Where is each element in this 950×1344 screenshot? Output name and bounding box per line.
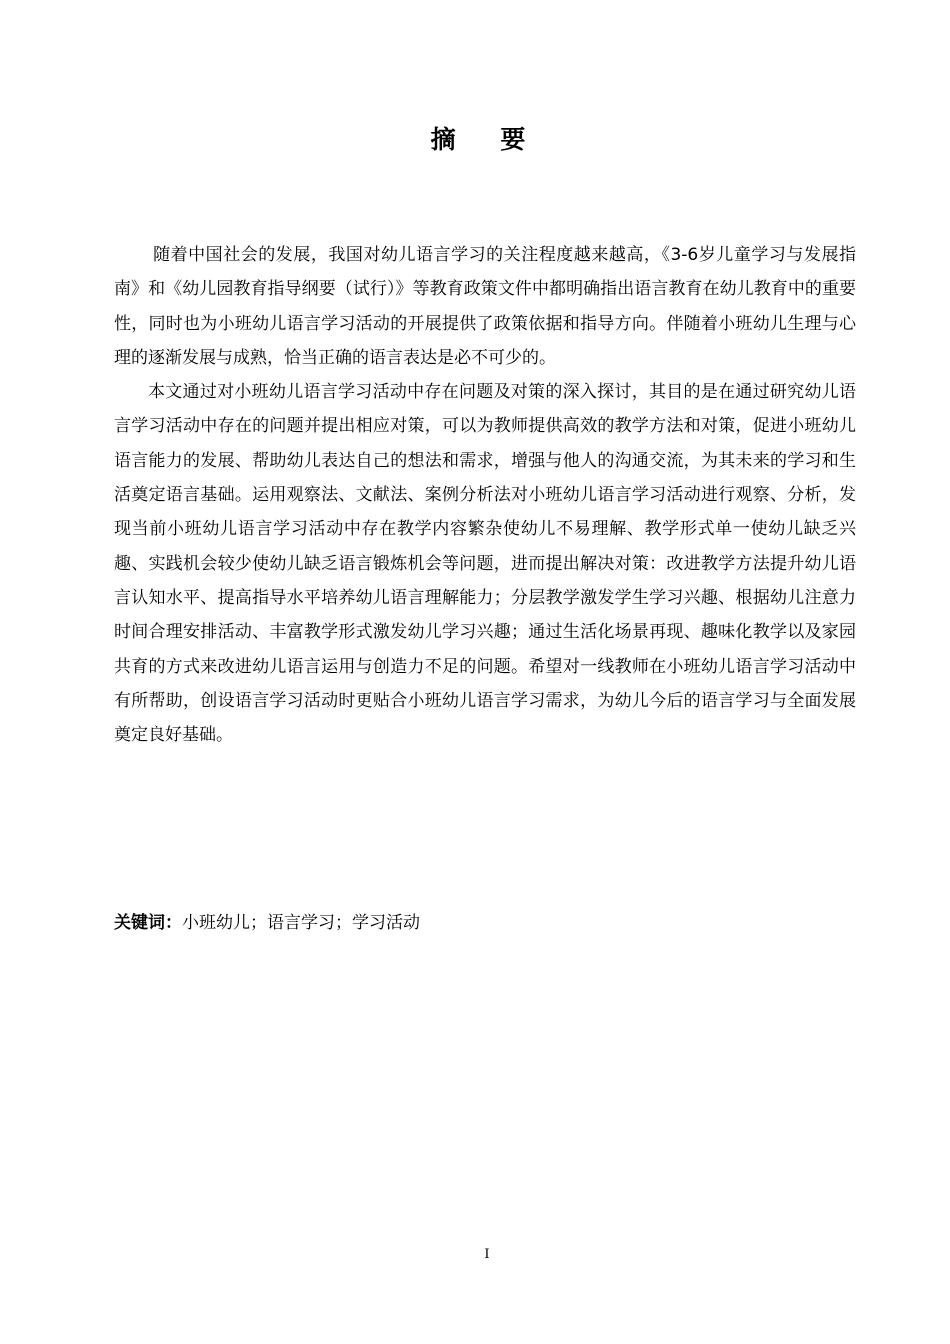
page-number: I	[484, 1247, 490, 1262]
keywords-label: 关键词：	[114, 913, 182, 933]
keywords-value: 小班幼儿；语言学习；学习活动	[182, 913, 420, 933]
keywords-line	[114, 906, 856, 940]
abstract-paragraph-1: 随着中国社会的发展，我国对幼儿语言学习的关注程度越来越高，《3-6岁儿童学习与发展指南》和《幼儿园教育指导纲要（试行）》等教育政策文件中都明确指出语言教育在幼儿教育中的重要性，同时也为小班幼儿语言学习活动的开展提供了政策依据和指导方向。伴随着小班幼儿生理与心理的逐渐发展与成熟，恰当正确的语言表达是必不可少的。	[114, 245, 856, 368]
abstract-title: 摘 要	[430, 125, 544, 154]
abstract-body	[114, 238, 856, 752]
abstract-paragraph-2: 本文通过对小班幼儿语言学习活动中存在问题及对策的深入探讨，其目的是在通过研究幼儿语言学习活动中存在的问题并提出相应对策，可以为教师提供高效的教学方法和对策，促进小班幼儿语言能力的发展、帮助幼儿表达自己的想法和需求，增强与他人的沟通交流，为其未来的学习和生活奠定语言基础。运用观察法、文献法、案例分析法对小班幼儿语言学习活动进行观察、分析，发现当前小班幼儿语言学习活动中存在教学内容繁杂使幼儿不易理解、教学形式单一使幼儿缺乏兴趣、实践机会较少使幼儿缺乏语言锻炼机会等问题，进而提出解决对策：改进教学方法提升幼儿语言认知水平、提高指导水平培养幼儿语言理解能力；分层教学激发学生学习兴趣、根据幼儿注意力时间合理安排活动、丰富教学形式激发幼儿学习兴趣；通过生活化场景再现、趣味化教学以及家园共育的方式来改进幼儿语言运用与创造力不足的问题。希望对一线教师在小班幼儿语言学习活动中有所帮助，创设语言学习活动时更贴合小班幼儿语言学习需求，为幼儿今后的语言学习与全面发展奠定良好基础。	[114, 382, 856, 746]
